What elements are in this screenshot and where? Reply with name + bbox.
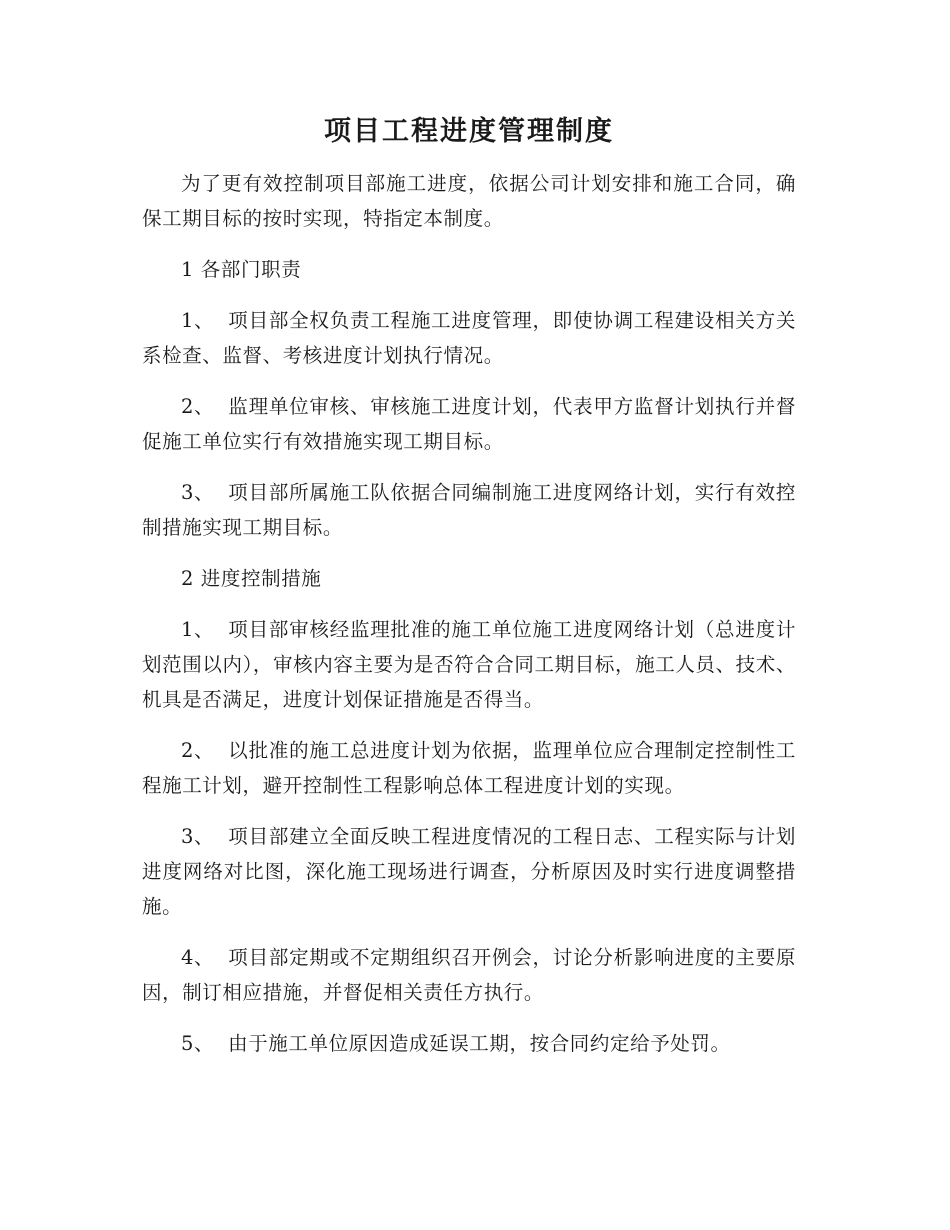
item-number: 4、 bbox=[181, 946, 215, 969]
list-item bbox=[142, 733, 796, 803]
item-text: 项目部所属施工队依据合同编制施工进度网络计划，实行有效控制措施实现工期目标。 bbox=[142, 481, 796, 539]
intro-paragraph: 为了更有效控制项目部施工进度，依据公司计划安排和施工合同，确保工期目标的按时实现，特指定本制度。 bbox=[142, 172, 796, 230]
list-item bbox=[142, 389, 796, 459]
list-item bbox=[142, 819, 796, 924]
document-page bbox=[142, 112, 796, 1077]
item-text: 以批准的施工总进度计划为依据，监理单位应合理制定控制性工程施工计划，避开控制性工程影响总体工程进度计划的实现。 bbox=[142, 739, 796, 797]
item-text: 由于施工单位原因造成延误工期，按合同约定给予处罚。 bbox=[228, 1032, 731, 1055]
item-number: 1、 bbox=[181, 618, 215, 641]
item-text: 监理单位审核、审核施工进度计划，代表甲方监督计划执行并督促施工单位实行有效措施实现工期目标。 bbox=[142, 395, 796, 453]
document-title: 项目工程进度管理制度 bbox=[324, 116, 614, 147]
item-number: 5、 bbox=[181, 1032, 215, 1055]
item-number: 2、 bbox=[181, 739, 215, 762]
section-heading-progress-control: 2 进度控制措施 bbox=[181, 567, 322, 590]
list-item bbox=[142, 1026, 796, 1061]
list-item bbox=[142, 940, 796, 1010]
item-text: 项目部全权负责工程施工进度管理，即使协调工程建设相关方关系检查、监督、考核进度计划执行情况。 bbox=[142, 309, 796, 367]
item-number: 3、 bbox=[181, 825, 215, 848]
list-item bbox=[142, 612, 796, 717]
list-item bbox=[142, 475, 796, 545]
item-text: 项目部审核经监理批准的施工单位施工进度网络计划（总进度计划范围以内），审核内容主要为是否符合合同工期目标，施工人员、技术、机具是否满足，进度计划保证措施是否得当。 bbox=[142, 618, 796, 711]
item-text: 项目部建立全面反映工程进度情况的工程日志、工程实际与计划进度网络对比图，深化施工现场进行调查，分析原因及时实行进度调整措施。 bbox=[142, 825, 796, 918]
item-text: 项目部定期或不定期组织召开例会，讨论分析影响进度的主要原因，制订相应措施，并督促相关责任方执行。 bbox=[142, 946, 796, 1004]
item-number: 2、 bbox=[181, 395, 215, 418]
item-number: 1、 bbox=[181, 309, 215, 332]
section-heading-responsibilities: 1 各部门职责 bbox=[181, 258, 302, 281]
item-number: 3、 bbox=[181, 481, 215, 504]
list-item bbox=[142, 303, 796, 373]
